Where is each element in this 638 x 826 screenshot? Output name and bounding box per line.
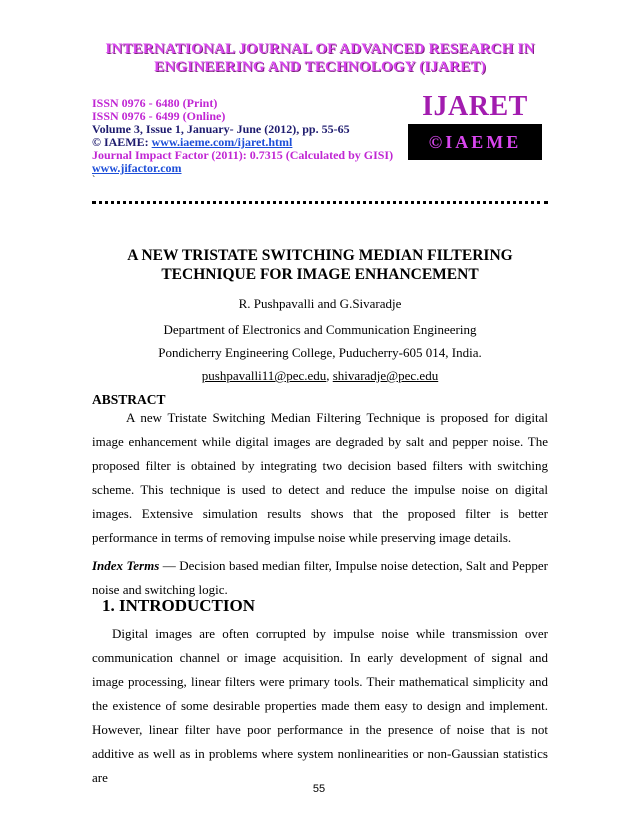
email-separator: ,: [326, 368, 333, 383]
email-link-2[interactable]: shivaradje@pec.edu: [332, 368, 439, 383]
header-divider: [92, 201, 548, 204]
abstract-heading: ABSTRACT: [92, 392, 166, 407]
department: Department of Electronics and Communication Engineering: [163, 322, 477, 337]
college: Pondicherry Engineering College, Puducherry-605 014, India.: [158, 345, 482, 360]
iaeme-prefix: © IAEME:: [92, 135, 152, 149]
page-number: 55: [312, 783, 326, 795]
abstract-text: A new Tristate Switching Median Filtering Technique is proposed for digital image enhancement while digital images are degraded by salt and pepper noise. The proposed filter is obtained by integrating two decision based filters with switching scheme. This technique is used to detect and reduce the impulse noise on digital images. Extensive simulation results shows that the proposed filter is better performance in terms of removing impulse noise while preserving image details.: [92, 410, 548, 545]
impact-factor: Journal Impact Factor (2011): 0.7315 (Calculated by GISI): [92, 148, 394, 162]
logo-ijaret-text: IJARET: [422, 91, 528, 122]
journal-title-line1: INTERNATIONAL JOURNAL OF ADVANCED RESEARCH IN: [105, 41, 535, 57]
journal-title-line2: ENGINEERING AND TECHNOLOGY (IJARET): [154, 59, 486, 75]
volume-info: Volume 3, Issue 1, January- June (2012), pp. 55-65: [92, 122, 350, 136]
stray-mark: `: [92, 175, 96, 186]
authors: R. Pushpavalli and G.Sivaradje: [238, 296, 402, 311]
jifactor-link[interactable]: www.jifactor.com: [92, 161, 182, 175]
issn-print: ISSN 0976 - 6480 (Print): [92, 96, 218, 110]
introduction-text: Digital images are often corrupted by impulse noise while transmission over communication channel or image acquisition. In early development of signal and image processing, linear filters were primary tools. Their mathematical simplicity and the existence of some desirable properties made them easy to design and implement. However, linear filter have poor performance in the presence of noise that is not additive as well as in problems where system nonlinearities or non-Gaussian statistics are: [92, 626, 548, 785]
paper-title-line1: A NEW TRISTATE SWITCHING MEDIAN FILTERING: [127, 247, 513, 264]
index-terms: [92, 554, 548, 602]
index-terms-label: Index Terms: [92, 558, 160, 573]
ijaret-logo: [408, 90, 542, 160]
email-link-1[interactable]: pushpavalli11@pec.edu: [201, 368, 327, 383]
author-emails: [92, 368, 548, 384]
issn-online: ISSN 0976 - 6499 (Online): [92, 109, 226, 123]
introduction-heading: 1. INTRODUCTION: [102, 596, 256, 615]
paper-title-line2: TECHNIQUE FOR IMAGE ENHANCEMENT: [161, 266, 479, 283]
iaeme-link[interactable]: www.iaeme.com/ijaret.html: [151, 135, 293, 149]
index-terms-text: — Decision based median filter, Impulse noise detection, Salt and Pepper noise and switching logic.: [92, 558, 548, 597]
jifactor-line: [92, 162, 182, 175]
paper-title: [92, 246, 548, 284]
logo-iaeme-band: ©IAEME: [408, 124, 542, 160]
journal-title: [90, 40, 550, 76]
